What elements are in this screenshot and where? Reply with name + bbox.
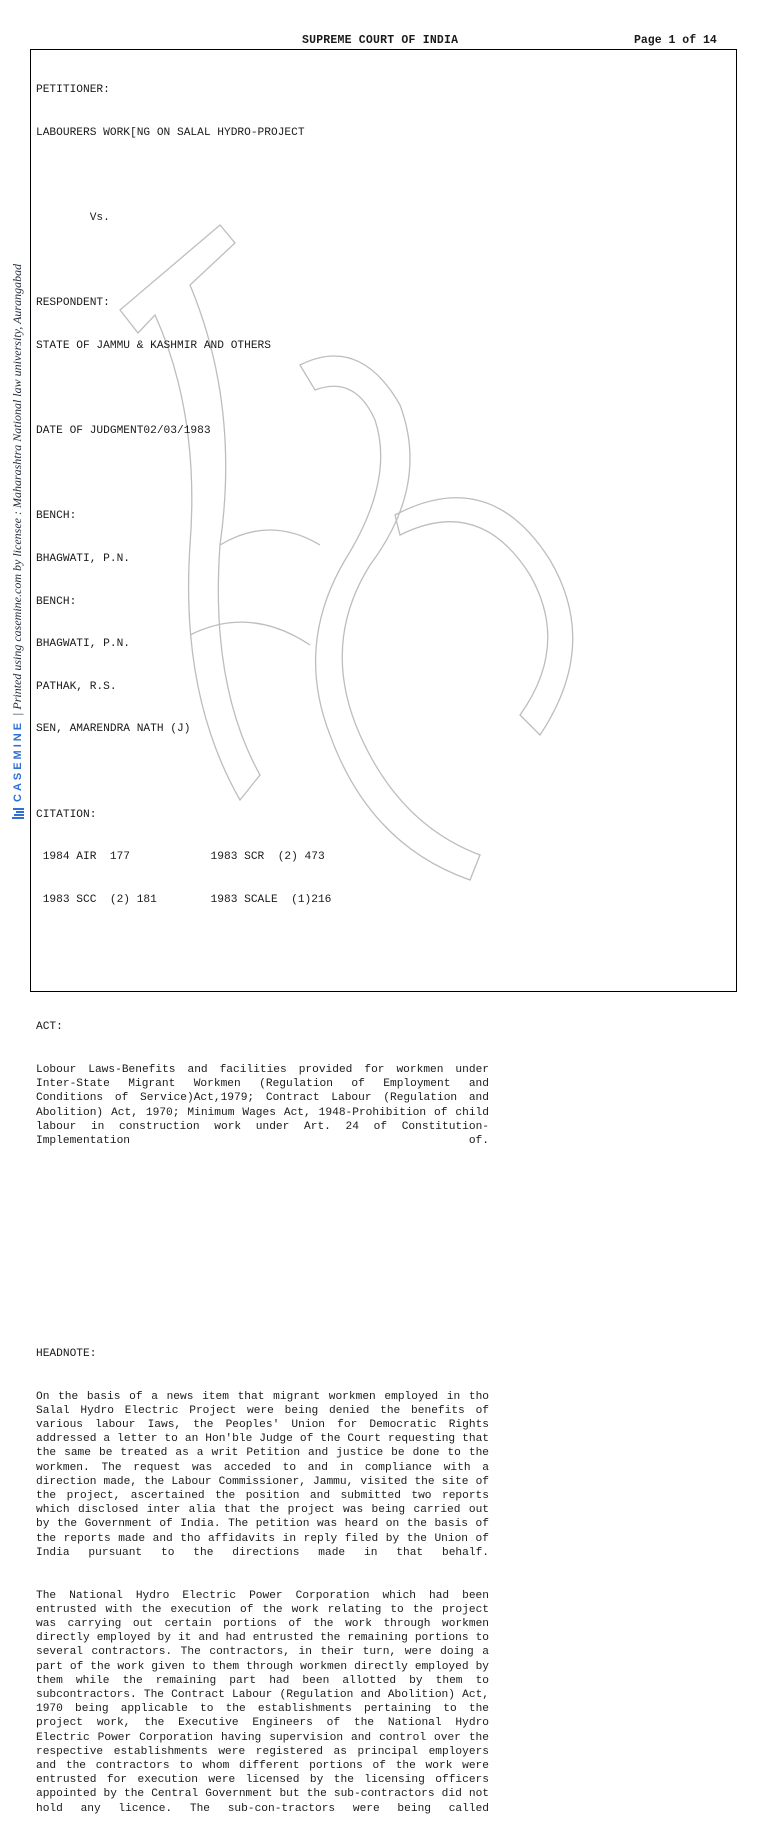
page-number: Page 1 of 14 xyxy=(634,34,717,47)
petitioner-name: LABOURERS WORK[NG ON SALAL HYDRO-PROJECT xyxy=(36,127,305,139)
bench-label: BENCH: xyxy=(36,510,77,523)
judgment-text xyxy=(36,55,489,1830)
citation-label: CITATION: xyxy=(36,808,97,821)
print-notice-text: | Printed using casemine.com by licensee : Maharashtra National law university, Aurangabad xyxy=(10,263,24,716)
bench-judge: BHAGWATI, P.N. xyxy=(36,552,130,565)
headnote-paragraph: On the basis of a news item that migrant workmen employed in tho Salal Hydro Electric Project were being denied the benefits of various labour Iaws, the Peoples' Union for Democratic Rights addressed a letter to an Hon'ble Judge of the Court requesting that the same be treated as a writ Petition and justice be done to the workmen. The request was acceded to and in compliance with a direction made, the Labour Commissioner, Jammu, visited the site of the project, ascertained the position and submitted two reports which disclosed inter alia that the project was being carried out by the Government of India. The petition was heard on the basis of the reports made and tho affidavits in reply filed by the Union of India pursuant to the directions made in that behalf. xyxy=(36,1390,489,1559)
bench-judge: PATHAK, R.S. xyxy=(36,680,117,693)
casemine-brand: CASEMINE xyxy=(11,719,24,802)
respondent-name: STATE OF JAMMU & KASHMIR AND OTHERS xyxy=(36,339,271,352)
citation-row: 1983 SCC (2) 181 1983 SCALE (1)216 xyxy=(36,893,332,906)
versus-text: Vs. xyxy=(36,212,110,225)
bench-judge: SEN, AMARENDRA NATH (J) xyxy=(36,723,191,736)
respondent-label: RESPONDENT: xyxy=(36,297,110,310)
petitioner-label: PETITIONER: xyxy=(36,84,110,97)
headnote-label: HEADNOTE: xyxy=(36,1348,97,1361)
citation-row: 1984 AIR 177 1983 SCR (2) 473 xyxy=(36,851,325,864)
print-notice xyxy=(10,264,25,820)
casemine-logo-icon xyxy=(11,806,25,820)
headnote-paragraph: The National Hydro Electric Power Corporation which had been entrusted with the execution of the work relating to the project was carrying out certain portions of the work through workmen directly employed by it and had entrusted the remaining portions to several contractors. The contractors, in their turn, were doing a part of the work given to them through workmen directly employed by them while the remaining part had been allotted by them to subcontractors. The Contract Labour (Regulation and Abolition) Act, 1970 being applicable to the establishments pertaining to the project work, the Executive Engineers of the National Hydro Electric Power Corporation having supervision and control over the respective establishments were registered as principal employers and the contractors to whom different portions of the work were entrusted for execution were licensed by the licensing officers appointed by the Central Government but the sub-contractors did not hold any licence. The sub-con-tractors were being called xyxy=(36,1589,489,1815)
bench-judge: BHAGWATI, P.N. xyxy=(36,638,130,651)
date-of-judgment: DATE OF JUDGMENT02/03/1983 xyxy=(36,425,211,438)
court-name: SUPREME COURT OF INDIA xyxy=(302,34,459,47)
act-text: Lobour Laws-Benefits and facilities provided for workmen under Inter-State Migrant Workmen (Regulation of Employment and Conditions of Service)Act,1979; Contract Labour (Regulation and Abolition) Act, 1970; Minimum Wages Act, 1948-Prohibition of child labour in construction work under Art. 24 of Constitution-Implementation of. xyxy=(36,1064,489,1148)
act-label: ACT: xyxy=(36,1021,63,1034)
bench-label: BENCH: xyxy=(36,595,77,608)
